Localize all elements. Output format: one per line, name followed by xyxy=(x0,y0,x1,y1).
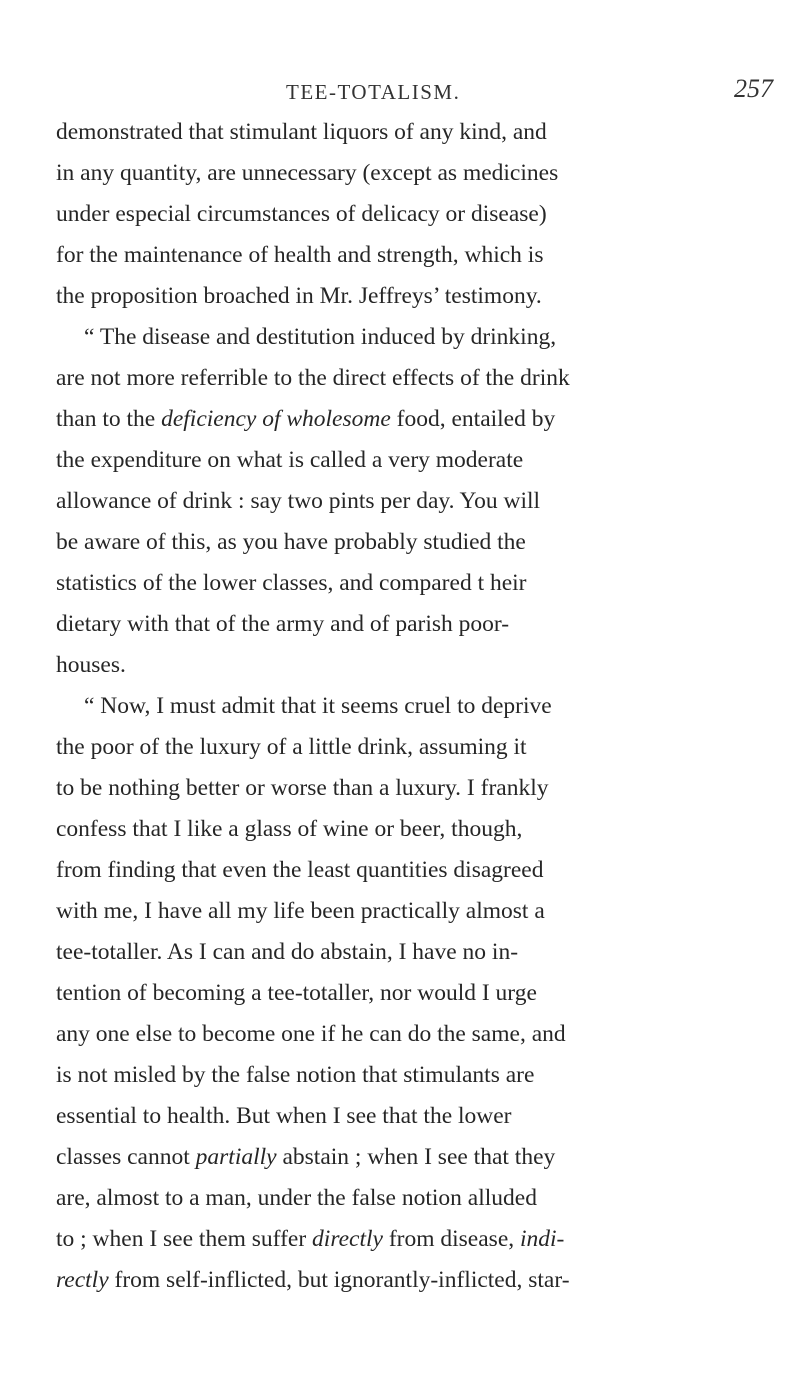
text-line: classes cannot partially abstain ; when I see that they xyxy=(56,1144,556,1170)
text-line: houses. xyxy=(56,652,126,678)
text-line: the poor of the luxury of a little drink, assuming it xyxy=(56,734,527,760)
italic-emphasis: partially xyxy=(195,1144,277,1170)
text-line: tee-totaller. As I can and do abstain, I have no in- xyxy=(56,939,519,965)
text-line: under especial circumstances of delicacy or disease) xyxy=(56,201,547,227)
italic-emphasis: deficiency of wholesome xyxy=(161,406,391,432)
body-text xyxy=(56,112,786,1301)
page-number: 257 xyxy=(734,74,773,103)
italic-emphasis: indi- xyxy=(520,1226,565,1252)
text-line: the proposition broached in Mr. Jeffreys’ testimony. xyxy=(56,283,542,309)
paragraph-start-line: “ Now, I must admit that it seems cruel to deprive xyxy=(84,693,552,719)
text-line: demonstrated that stimulant liquors of any kind, and xyxy=(56,119,547,145)
text-line: from finding that even the least quantities disagreed xyxy=(56,857,544,883)
text-line: rectly from self-inflicted, but ignorantly-inflicted, star- xyxy=(56,1267,570,1293)
text-line: in any quantity, are unnecessary (except as medicines xyxy=(56,160,559,186)
text-line: allowance of drink : say two pints per day. You will xyxy=(56,488,541,514)
text-line: for the maintenance of health and strength, which is xyxy=(56,242,544,268)
text-line: are not more referrible to the direct effects of the drink xyxy=(56,365,570,391)
text-line: is not misled by the false notion that stimulants are xyxy=(56,1062,535,1088)
italic-emphasis: rectly xyxy=(56,1267,109,1293)
text-line: be aware of this, as you have probably studied the xyxy=(56,529,526,555)
text-line: to be nothing better or worse than a luxury. I frankly xyxy=(56,775,549,801)
text-line: any one else to become one if he can do the same, and xyxy=(56,1021,566,1047)
running-title: TEE-TOTALISM. xyxy=(286,80,461,104)
paragraph-start-line: “ The disease and destitution induced by drinking, xyxy=(84,324,557,350)
text-line: essential to health. But when I see that the lower xyxy=(56,1103,512,1129)
text-line: dietary with that of the army and of parish poor- xyxy=(56,611,510,637)
italic-emphasis: directly xyxy=(312,1226,383,1252)
text-line: statistics of the lower classes, and compared t heir xyxy=(56,570,527,596)
text-line: to ; when I see them suffer directly from disease, indi- xyxy=(56,1226,565,1252)
text-line: with me, I have all my life been practically almost a xyxy=(56,898,545,924)
text-line: than to the deficiency of wholesome food, entailed by xyxy=(56,406,556,432)
text-line: the expenditure on what is called a very moderate xyxy=(56,447,524,473)
text-line: tention of becoming a tee-totaller, nor would I urge xyxy=(56,980,537,1006)
text-line: confess that I like a glass of wine or beer, though, xyxy=(56,816,523,842)
text-line: are, almost to a man, under the false notion alluded xyxy=(56,1185,537,1211)
